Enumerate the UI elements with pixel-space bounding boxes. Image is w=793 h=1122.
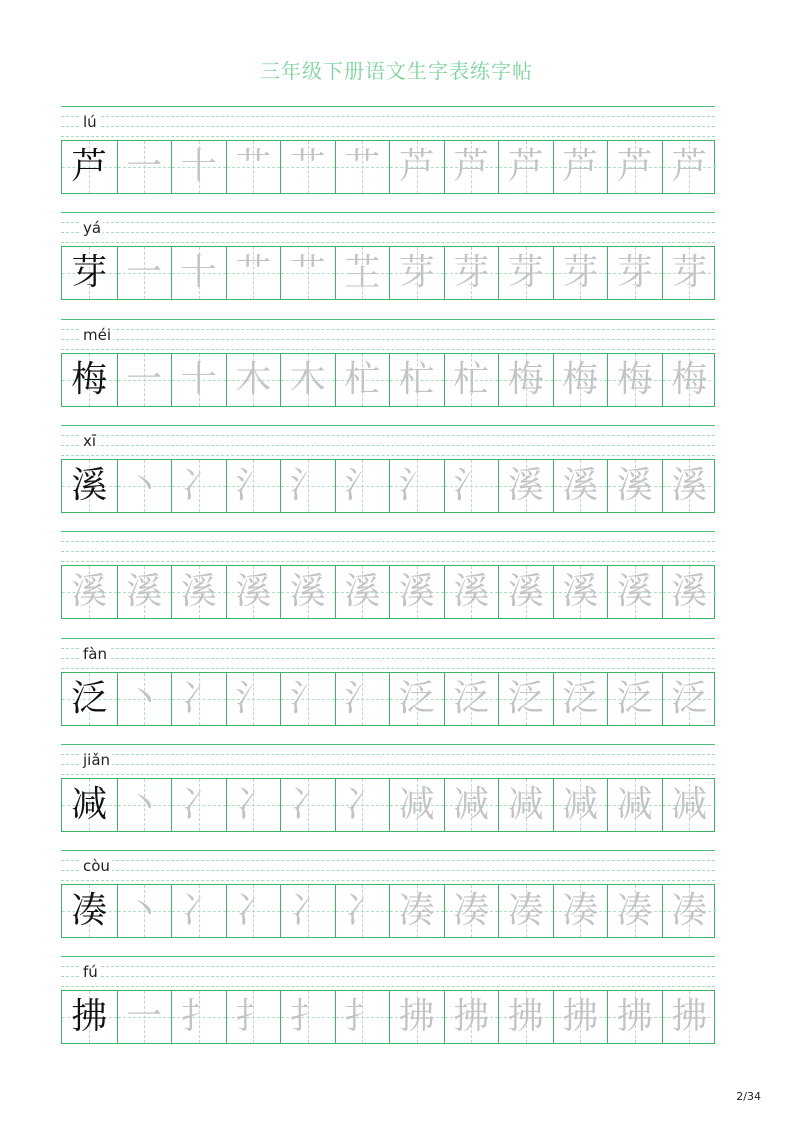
guide-line bbox=[61, 638, 715, 639]
trace-character: 一 bbox=[126, 358, 163, 400]
practice-row bbox=[61, 744, 715, 849]
trace-character: 溪 bbox=[180, 571, 217, 613]
guide-line bbox=[61, 319, 715, 320]
trace-character: 芦 bbox=[398, 146, 435, 187]
grid-cell bbox=[553, 885, 608, 937]
grid-cell bbox=[553, 779, 608, 831]
trace-character: 凑 bbox=[671, 890, 708, 932]
trace-character: 芽 bbox=[616, 252, 653, 294]
guide-line bbox=[61, 349, 715, 350]
guide-line bbox=[61, 126, 715, 127]
trace-character: 冫 bbox=[180, 890, 217, 932]
trace-character: 泛 bbox=[562, 677, 599, 719]
trace-character: 拂 bbox=[507, 996, 544, 1038]
grid-cell bbox=[280, 460, 335, 512]
grid-cell bbox=[607, 991, 662, 1043]
grid-cell bbox=[389, 673, 444, 725]
grid-cell bbox=[553, 673, 608, 725]
grid-cell bbox=[662, 141, 717, 193]
guide-line bbox=[61, 754, 715, 755]
grid-cell bbox=[662, 885, 717, 937]
trace-character: 减 bbox=[671, 783, 708, 825]
guide-line bbox=[61, 339, 715, 340]
grid-cell bbox=[662, 247, 717, 299]
grid-cell bbox=[62, 991, 117, 1043]
guide-line bbox=[61, 531, 715, 532]
trace-character: 泛 bbox=[398, 677, 435, 719]
guide-line bbox=[61, 541, 715, 542]
grid-cell bbox=[226, 991, 281, 1043]
guide-line bbox=[61, 764, 715, 765]
trace-character: 芦 bbox=[616, 146, 653, 187]
trace-character: 拂 bbox=[562, 996, 599, 1038]
trace-character: 凑 bbox=[616, 890, 653, 932]
trace-character: 溪 bbox=[453, 571, 490, 613]
trace-character: 艹 bbox=[289, 146, 326, 187]
grid-cell bbox=[335, 247, 390, 299]
trace-character: 氵 bbox=[235, 464, 272, 506]
guide-line bbox=[61, 222, 715, 223]
trace-character: 杧 bbox=[453, 358, 490, 400]
grid-cell bbox=[607, 885, 662, 937]
guide-line bbox=[61, 551, 715, 552]
grid-cell bbox=[389, 566, 444, 618]
character-grid bbox=[61, 565, 715, 619]
trace-character: 溪 bbox=[126, 571, 163, 613]
grid-cell bbox=[117, 673, 172, 725]
model-character: 泛 bbox=[71, 677, 108, 719]
grid-cell bbox=[226, 460, 281, 512]
grid-cell bbox=[62, 354, 117, 406]
grid-cell bbox=[335, 566, 390, 618]
trace-character: 氵 bbox=[289, 464, 326, 506]
grid-cell bbox=[226, 885, 281, 937]
trace-character: 凑 bbox=[398, 890, 435, 932]
grid-cell bbox=[117, 779, 172, 831]
grid-cell bbox=[389, 779, 444, 831]
trace-character: 杧 bbox=[398, 358, 435, 400]
grid-cell bbox=[226, 354, 281, 406]
trace-character: 十 bbox=[180, 252, 217, 294]
pinyin-label: méi bbox=[83, 325, 112, 344]
trace-character: 氵 bbox=[398, 464, 435, 506]
trace-character: 梅 bbox=[507, 358, 544, 400]
grid-cell bbox=[389, 354, 444, 406]
grid-cell bbox=[335, 673, 390, 725]
grid-cell bbox=[498, 460, 553, 512]
practice-row bbox=[61, 638, 715, 743]
guide-line bbox=[61, 956, 715, 957]
trace-character: 氵 bbox=[344, 464, 381, 506]
trace-character: 拂 bbox=[616, 996, 653, 1038]
trace-character: 冫 bbox=[344, 783, 381, 825]
grid-cell bbox=[62, 141, 117, 193]
grid-cell bbox=[171, 991, 226, 1043]
grid-cell bbox=[280, 354, 335, 406]
pinyin-label: còu bbox=[83, 857, 110, 876]
grid-cell bbox=[444, 566, 499, 618]
trace-character: 氵 bbox=[344, 677, 381, 719]
grid-cell bbox=[553, 991, 608, 1043]
trace-character: 泛 bbox=[616, 677, 653, 719]
trace-character: 丶 bbox=[126, 783, 163, 825]
grid-cell bbox=[171, 247, 226, 299]
grid-cell bbox=[117, 566, 172, 618]
grid-cell bbox=[607, 460, 662, 512]
guide-line bbox=[61, 744, 715, 745]
trace-character: 十 bbox=[180, 358, 217, 400]
grid-cell bbox=[280, 247, 335, 299]
trace-character: 减 bbox=[398, 783, 435, 825]
trace-character: 艹 bbox=[235, 252, 272, 294]
grid-cell bbox=[553, 354, 608, 406]
trace-character: 拂 bbox=[671, 996, 708, 1038]
grid-cell bbox=[389, 247, 444, 299]
character-grid bbox=[61, 459, 715, 513]
grid-cell bbox=[62, 460, 117, 512]
grid-cell bbox=[444, 673, 499, 725]
trace-character: 木 bbox=[289, 358, 326, 400]
grid-cell bbox=[171, 141, 226, 193]
grid-cell bbox=[444, 141, 499, 193]
trace-character: 芦 bbox=[562, 146, 599, 187]
trace-character: 芦 bbox=[453, 146, 490, 187]
grid-cell bbox=[553, 566, 608, 618]
grid-cell bbox=[335, 885, 390, 937]
trace-character: 扌 bbox=[289, 996, 326, 1038]
grid-cell bbox=[662, 673, 717, 725]
trace-character: 冫 bbox=[289, 783, 326, 825]
grid-cell bbox=[498, 779, 553, 831]
trace-character: 氵 bbox=[289, 677, 326, 719]
model-character: 凑 bbox=[71, 890, 108, 932]
trace-character: 丶 bbox=[126, 890, 163, 932]
trace-character: 丶 bbox=[126, 677, 163, 719]
model-character: 溪 bbox=[71, 464, 108, 506]
trace-character: 拂 bbox=[453, 996, 490, 1038]
trace-character: 泛 bbox=[507, 677, 544, 719]
guide-line bbox=[61, 106, 715, 107]
trace-character: 凑 bbox=[453, 890, 490, 932]
model-character: 拂 bbox=[71, 996, 108, 1038]
grid-cell bbox=[226, 247, 281, 299]
trace-character: 扌 bbox=[235, 996, 272, 1038]
grid-cell bbox=[607, 673, 662, 725]
grid-cell bbox=[62, 247, 117, 299]
guide-line bbox=[61, 329, 715, 330]
trace-character: 冫 bbox=[180, 464, 217, 506]
grid-cell bbox=[607, 566, 662, 618]
grid-cell bbox=[117, 141, 172, 193]
grid-cell bbox=[498, 566, 553, 618]
trace-character: 减 bbox=[507, 783, 544, 825]
grid-cell bbox=[498, 991, 553, 1043]
trace-character: 艹 bbox=[344, 146, 381, 187]
trace-character: 泛 bbox=[671, 677, 708, 719]
guide-line bbox=[61, 986, 715, 987]
trace-character: 一 bbox=[126, 252, 163, 294]
grid-cell bbox=[662, 991, 717, 1043]
trace-character: 溪 bbox=[562, 571, 599, 613]
model-character: 梅 bbox=[71, 358, 108, 400]
trace-character: 凑 bbox=[562, 890, 599, 932]
guide-line bbox=[61, 435, 715, 436]
grid-cell bbox=[335, 141, 390, 193]
guide-line bbox=[61, 445, 715, 446]
trace-character: 芽 bbox=[398, 252, 435, 294]
grid-cell bbox=[444, 991, 499, 1043]
guide-line bbox=[61, 870, 715, 871]
grid-cell bbox=[444, 885, 499, 937]
grid-cell bbox=[335, 779, 390, 831]
grid-cell bbox=[117, 885, 172, 937]
trace-character: 冫 bbox=[289, 890, 326, 932]
trace-character: 芽 bbox=[671, 252, 708, 294]
guide-line bbox=[61, 966, 715, 967]
grid-cell bbox=[226, 673, 281, 725]
trace-character: 溪 bbox=[235, 571, 272, 613]
grid-cell bbox=[171, 566, 226, 618]
grid-cell bbox=[226, 779, 281, 831]
guide-line bbox=[61, 136, 715, 137]
character-grid bbox=[61, 884, 715, 938]
page-number: 2/34 bbox=[736, 1090, 761, 1103]
trace-character: 溪 bbox=[562, 464, 599, 506]
grid-cell bbox=[607, 354, 662, 406]
grid-cell bbox=[280, 141, 335, 193]
trace-character: 一 bbox=[126, 996, 163, 1038]
grid-cell bbox=[280, 991, 335, 1043]
trace-character: 丶 bbox=[126, 464, 163, 506]
guide-line bbox=[61, 668, 715, 669]
character-grid bbox=[61, 778, 715, 832]
guide-line bbox=[61, 658, 715, 659]
practice-row bbox=[61, 531, 715, 636]
grid-cell bbox=[389, 460, 444, 512]
practice-row bbox=[61, 212, 715, 317]
trace-character: 梅 bbox=[671, 358, 708, 400]
model-character: 减 bbox=[71, 783, 108, 825]
trace-character: 芽 bbox=[453, 252, 490, 294]
grid-cell bbox=[117, 991, 172, 1043]
grid-cell bbox=[117, 460, 172, 512]
grid-cell bbox=[171, 885, 226, 937]
guide-line bbox=[61, 774, 715, 775]
character-grid bbox=[61, 353, 715, 407]
practice-row bbox=[61, 106, 715, 211]
trace-character: 溪 bbox=[507, 464, 544, 506]
trace-character: 冫 bbox=[180, 783, 217, 825]
grid-cell bbox=[553, 141, 608, 193]
grid-cell bbox=[335, 354, 390, 406]
grid-cell bbox=[335, 991, 390, 1043]
guide-line bbox=[61, 242, 715, 243]
grid-cell bbox=[607, 779, 662, 831]
trace-character: 冫 bbox=[180, 677, 217, 719]
grid-cell bbox=[280, 673, 335, 725]
trace-character: 一 bbox=[126, 146, 163, 187]
practice-row bbox=[61, 850, 715, 955]
trace-character: 十 bbox=[180, 146, 217, 187]
grid-cell bbox=[226, 566, 281, 618]
grid-cell bbox=[444, 779, 499, 831]
trace-character: 木 bbox=[235, 358, 272, 400]
grid-cell bbox=[335, 460, 390, 512]
character-grid bbox=[61, 672, 715, 726]
grid-cell bbox=[389, 141, 444, 193]
grid-cell bbox=[171, 354, 226, 406]
grid-cell bbox=[389, 885, 444, 937]
trace-character: 减 bbox=[453, 783, 490, 825]
pinyin-label: jiǎn bbox=[83, 750, 111, 769]
grid-cell bbox=[62, 885, 117, 937]
grid-cell bbox=[226, 141, 281, 193]
grid-cell bbox=[498, 673, 553, 725]
grid-cell bbox=[62, 673, 117, 725]
grid-cell bbox=[607, 247, 662, 299]
guide-line bbox=[61, 561, 715, 562]
grid-cell bbox=[498, 247, 553, 299]
character-grid bbox=[61, 140, 715, 194]
trace-character: 溪 bbox=[616, 464, 653, 506]
trace-character: 溪 bbox=[71, 571, 108, 613]
trace-character: 梅 bbox=[562, 358, 599, 400]
guide-line bbox=[61, 648, 715, 649]
grid-cell bbox=[62, 566, 117, 618]
trace-character: 溪 bbox=[671, 571, 708, 613]
practice-row bbox=[61, 956, 715, 1061]
grid-cell bbox=[117, 247, 172, 299]
grid-cell bbox=[280, 566, 335, 618]
grid-cell bbox=[117, 354, 172, 406]
guide-line bbox=[61, 860, 715, 861]
trace-character: 芦 bbox=[507, 146, 544, 187]
trace-character: 芽 bbox=[507, 252, 544, 294]
trace-character: 减 bbox=[616, 783, 653, 825]
trace-character: 溪 bbox=[671, 464, 708, 506]
grid-cell bbox=[498, 354, 553, 406]
guide-line bbox=[61, 212, 715, 213]
pinyin-label: fàn bbox=[83, 644, 107, 663]
trace-character: 冫 bbox=[235, 783, 272, 825]
guide-line bbox=[61, 425, 715, 426]
grid-cell bbox=[171, 673, 226, 725]
character-grid bbox=[61, 246, 715, 300]
grid-cell bbox=[607, 141, 662, 193]
trace-character: 扌 bbox=[344, 996, 381, 1038]
trace-character: 氵 bbox=[453, 464, 490, 506]
trace-character: 艹 bbox=[289, 252, 326, 294]
trace-character: 拂 bbox=[398, 996, 435, 1038]
grid-cell bbox=[553, 247, 608, 299]
grid-cell bbox=[498, 141, 553, 193]
trace-character: 杧 bbox=[344, 358, 381, 400]
grid-cell bbox=[662, 779, 717, 831]
trace-character: 冫 bbox=[344, 890, 381, 932]
guide-line bbox=[61, 455, 715, 456]
trace-character: 凑 bbox=[507, 890, 544, 932]
trace-character: 溪 bbox=[344, 571, 381, 613]
trace-character: 芽 bbox=[562, 252, 599, 294]
grid-cell bbox=[662, 354, 717, 406]
practice-row bbox=[61, 319, 715, 424]
grid-cell bbox=[662, 460, 717, 512]
model-character: 芦 bbox=[71, 146, 108, 187]
grid-cell bbox=[498, 885, 553, 937]
trace-character: 溪 bbox=[507, 571, 544, 613]
pinyin-label: yá bbox=[83, 219, 102, 238]
grid-cell bbox=[662, 566, 717, 618]
grid-cell bbox=[389, 991, 444, 1043]
pinyin-label: xī bbox=[83, 431, 97, 450]
grid-cell bbox=[444, 247, 499, 299]
grid-cell bbox=[553, 460, 608, 512]
pinyin-label: lú bbox=[83, 113, 97, 131]
grid-cell bbox=[171, 460, 226, 512]
trace-character: 溪 bbox=[398, 571, 435, 613]
grid-cell bbox=[280, 779, 335, 831]
character-grid bbox=[61, 990, 715, 1044]
guide-line bbox=[61, 116, 715, 117]
grid-cell bbox=[171, 779, 226, 831]
guide-line bbox=[61, 850, 715, 851]
trace-character: 溪 bbox=[616, 571, 653, 613]
guide-line bbox=[61, 880, 715, 881]
page-title: 三年级下册语文生字表练字帖 bbox=[260, 59, 533, 83]
trace-character: 芏 bbox=[344, 252, 381, 294]
trace-character: 扌 bbox=[180, 996, 217, 1038]
guide-line bbox=[61, 976, 715, 977]
trace-character: 氵 bbox=[235, 677, 272, 719]
trace-character: 溪 bbox=[289, 571, 326, 613]
trace-character: 冫 bbox=[235, 890, 272, 932]
practice-row bbox=[61, 425, 715, 530]
trace-character: 减 bbox=[562, 783, 599, 825]
grid-cell bbox=[444, 460, 499, 512]
guide-line bbox=[61, 232, 715, 233]
grid-cell bbox=[280, 885, 335, 937]
pinyin-label: fú bbox=[83, 963, 98, 982]
trace-character: 梅 bbox=[616, 358, 653, 400]
grid-cell bbox=[62, 779, 117, 831]
trace-character: 泛 bbox=[453, 677, 490, 719]
trace-character: 芦 bbox=[671, 146, 708, 187]
trace-character: 艹 bbox=[235, 146, 272, 187]
model-character: 芽 bbox=[71, 252, 108, 294]
grid-cell bbox=[444, 354, 499, 406]
